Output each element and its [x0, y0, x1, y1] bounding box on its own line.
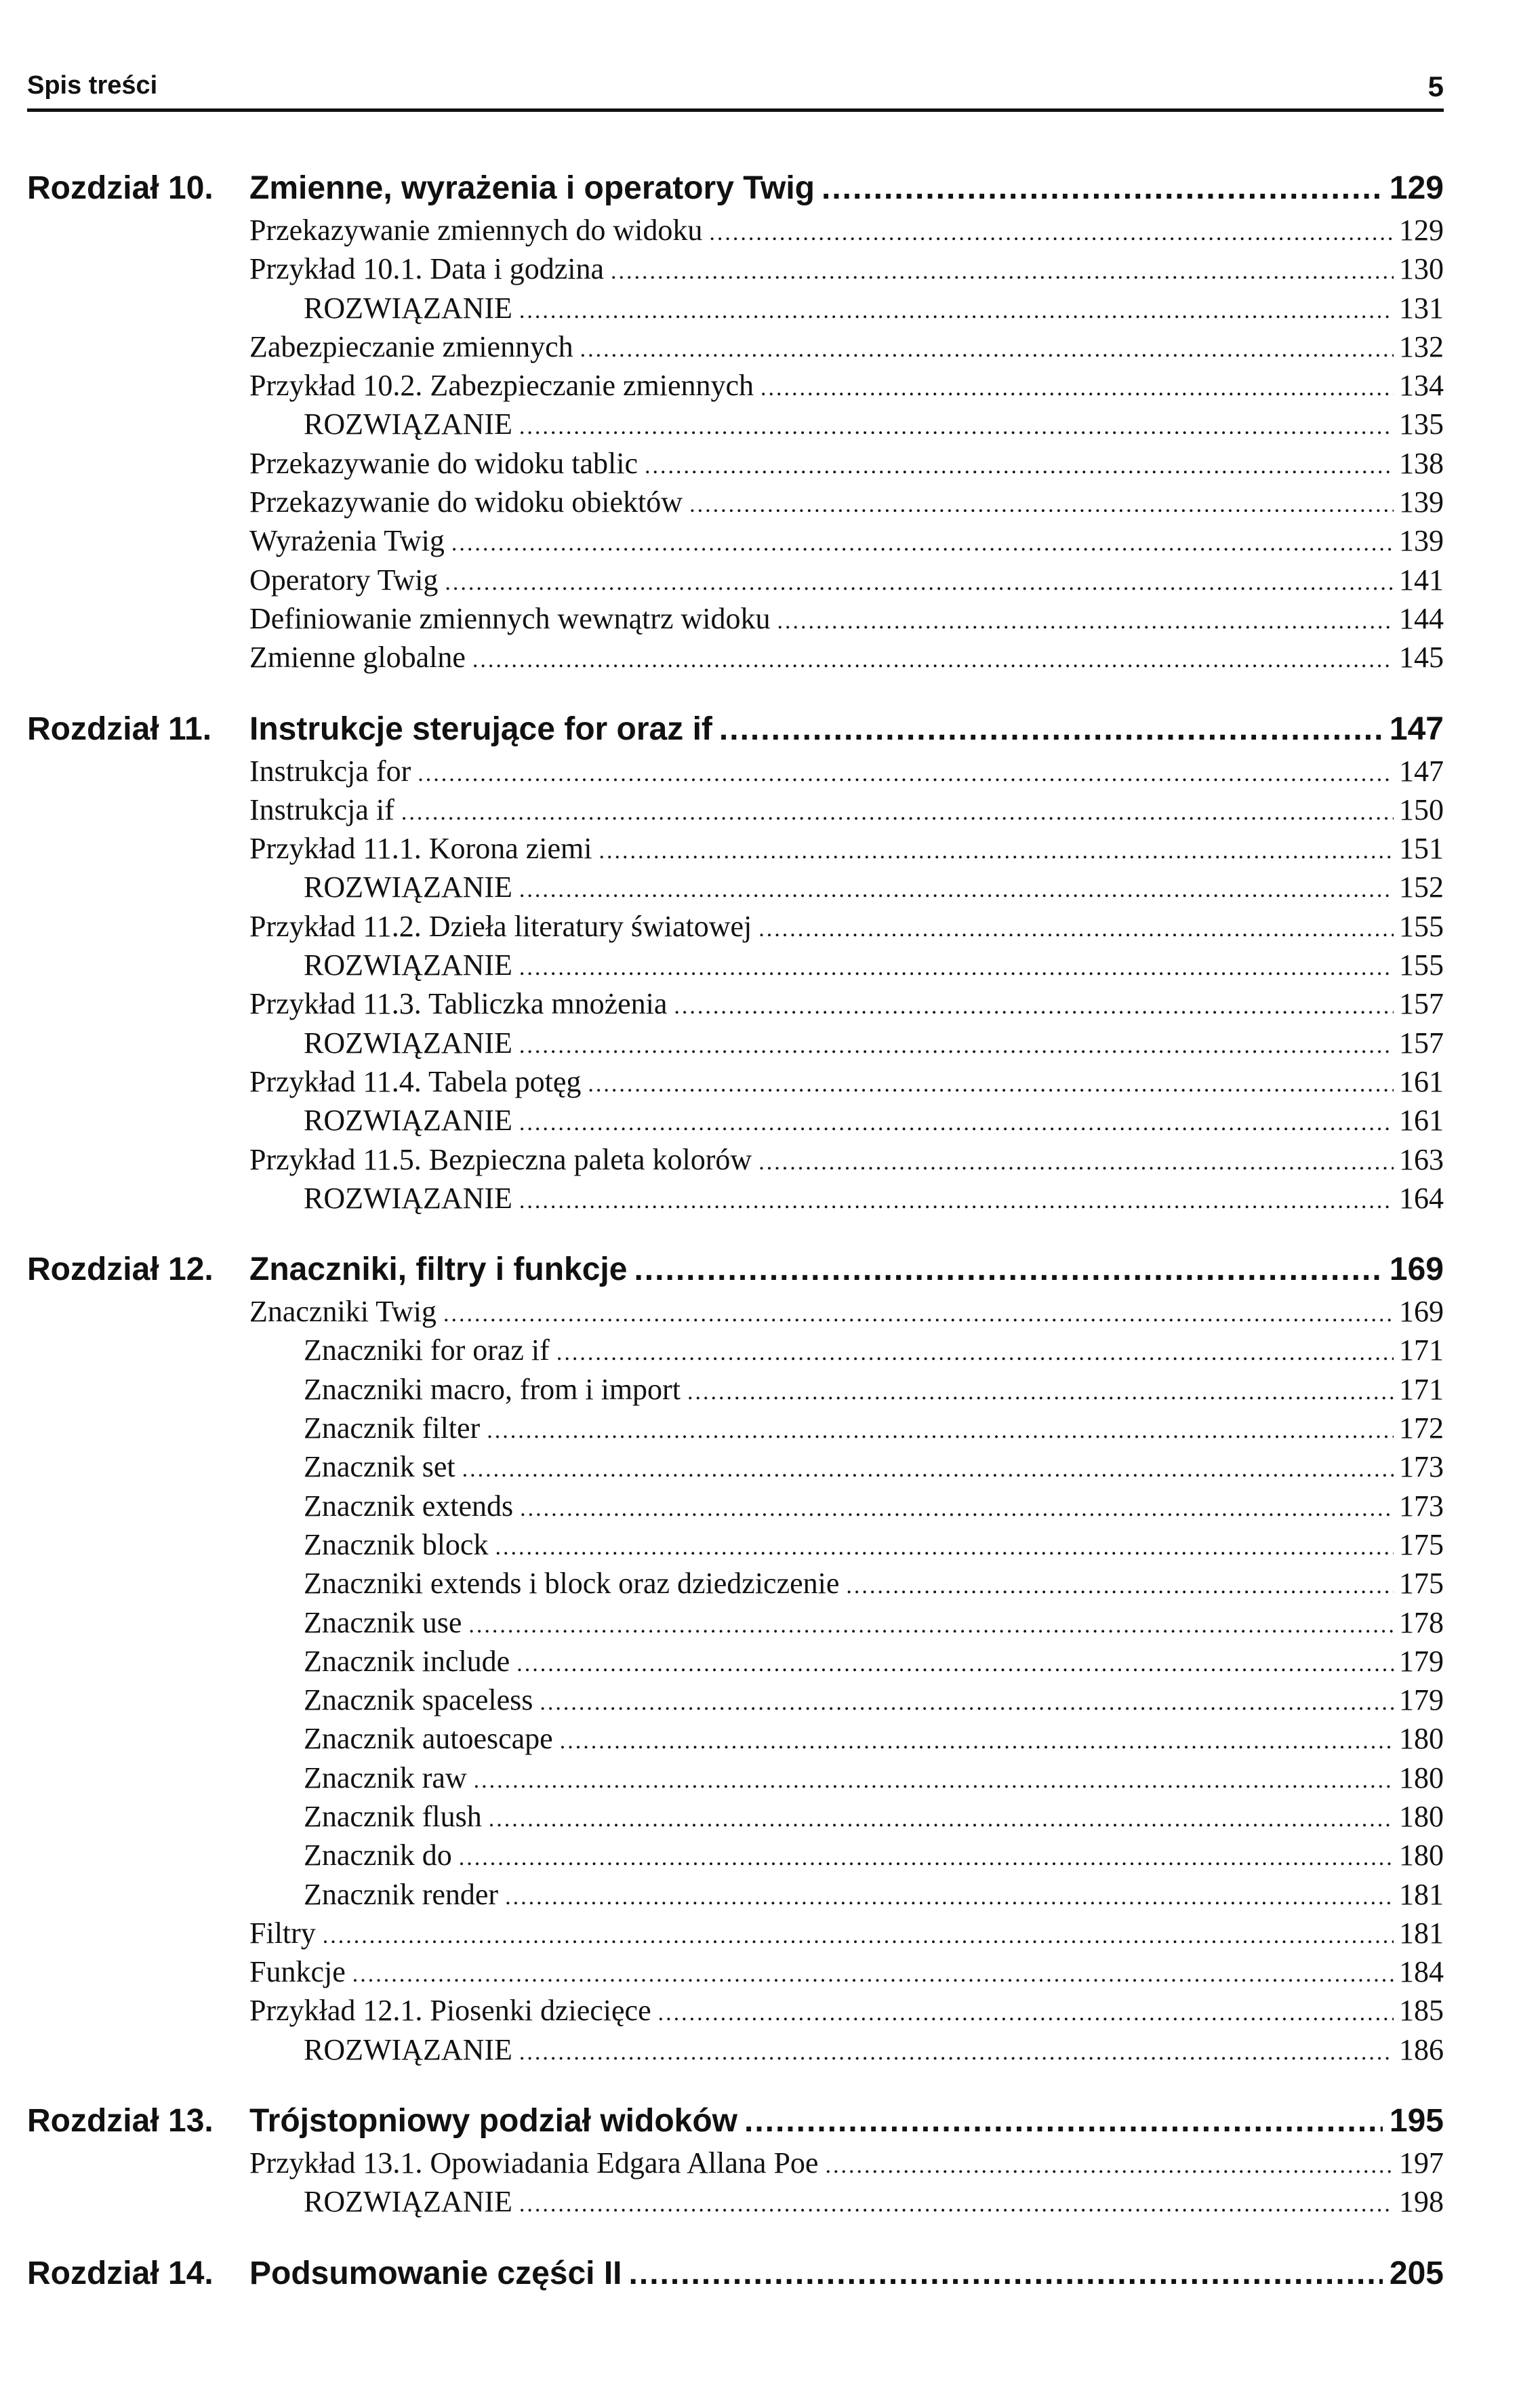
toc-entry[interactable] [27, 213, 1444, 252]
chapter-page-number: 205 [1389, 2255, 1444, 2291]
toc-entry[interactable] [27, 1064, 1444, 1103]
entry-title: Przekazywanie zmiennych do widoku [249, 214, 703, 247]
chapter-page-number: 195 [1389, 2103, 1444, 2140]
chapter-heading[interactable] [27, 710, 1444, 754]
entry-page-number: 139 [1399, 524, 1444, 558]
chapter-heading[interactable] [27, 169, 1444, 213]
toc-entry[interactable] [27, 407, 1444, 445]
dot-leader [472, 647, 1394, 673]
running-header [27, 65, 1444, 112]
entry-page-number: 151 [1399, 832, 1444, 866]
header-page-number: 5 [1427, 71, 1444, 102]
entry-title: Znacznik render [304, 1877, 499, 1911]
toc-entry[interactable] [27, 754, 1444, 792]
entry-page-number: 180 [1399, 1799, 1444, 1833]
chapter-block [27, 2255, 1444, 2298]
entry-title: Znacznik extends [304, 1489, 514, 1523]
toc-entry[interactable] [27, 485, 1444, 523]
entry-title: Znaczniki extends i block oraz dziedziczenie [304, 1567, 840, 1601]
dot-leader [468, 1613, 1394, 1639]
entry-title: Znacznik do [304, 1839, 452, 1872]
dot-leader [451, 531, 1394, 557]
entry-page-number: 161 [1399, 1064, 1444, 1098]
entry-page-number: 184 [1399, 1955, 1444, 1989]
entry-title: Przykład 12.1. Piosenki dziecięce [249, 1994, 651, 2028]
dot-leader [761, 376, 1394, 401]
dot-leader [777, 609, 1394, 635]
entry-title: Przykład 11.5. Bezpieczna paleta kolorów [249, 1142, 752, 1176]
toc-entry[interactable] [27, 368, 1444, 407]
entry-page-number: 185 [1399, 1994, 1444, 2028]
dot-leader [519, 414, 1394, 440]
entry-title: Znaczniki for oraz if [304, 1333, 550, 1367]
entry-title: ROZWIĄZANIE [304, 291, 512, 325]
toc-entry[interactable] [27, 2146, 1444, 2184]
dot-leader [520, 1496, 1394, 1522]
toc-entry[interactable] [27, 1877, 1444, 1916]
chapter-title: Zmienne, wyrażenia i operatory Twig [249, 170, 815, 206]
entry-page-number: 181 [1399, 1877, 1444, 1911]
chapter-title: Podsumowanie części II [249, 2255, 622, 2291]
dot-leader [719, 710, 1383, 748]
dot-leader [599, 839, 1394, 864]
entry-page-number: 130 [1399, 252, 1444, 286]
entry-page-number: 171 [1399, 1372, 1444, 1406]
dot-leader [658, 2001, 1394, 2026]
toc-entry[interactable] [27, 523, 1444, 562]
dot-leader [323, 1923, 1394, 1949]
entry-title: Przykład 11.1. Korona ziemi [249, 832, 592, 866]
entry-title: Przekazywanie do widoku tablic [249, 446, 639, 480]
dot-leader [445, 570, 1394, 596]
chapter-label: Rozdział 13. [27, 2103, 214, 2140]
dot-leader [846, 1573, 1394, 1599]
entry-page-number: 197 [1399, 2146, 1444, 2180]
header-title: Spis treści [27, 71, 158, 100]
entry-page-number: 171 [1399, 1333, 1444, 1367]
dot-leader [825, 2153, 1394, 2179]
toc-entry[interactable] [27, 1761, 1444, 1799]
chapter-block [27, 169, 1444, 679]
entry-title: ROZWIĄZANIE [304, 870, 512, 904]
entry-title: Operatory Twig [249, 563, 439, 597]
chapter-page-number: 147 [1389, 710, 1444, 747]
dot-leader [519, 2040, 1394, 2066]
entry-page-number: 129 [1399, 214, 1444, 247]
dot-leader [822, 169, 1383, 207]
dot-leader [519, 1188, 1394, 1214]
toc-entry[interactable] [27, 1372, 1444, 1411]
chapter-label: Rozdział 11. [27, 710, 212, 747]
toc-entry[interactable] [27, 1527, 1444, 1566]
dot-leader [352, 1962, 1394, 1988]
entry-page-number: 172 [1399, 1411, 1444, 1445]
entry-title: Przykład 11.2. Dzieła literatury światowej [249, 909, 752, 943]
entry-title: Zmienne globalne [249, 641, 466, 675]
toc-entry[interactable] [27, 909, 1444, 948]
toc-entry[interactable] [27, 1489, 1444, 1527]
entry-page-number: 145 [1399, 641, 1444, 675]
entry-page-number: 131 [1399, 291, 1444, 325]
toc-entry[interactable] [27, 986, 1444, 1025]
chapter-block [27, 2102, 1444, 2224]
dot-leader [474, 1768, 1394, 1794]
entry-title: ROZWIĄZANIE [304, 2185, 512, 2219]
chapter-title: Instrukcje sterujące for oraz if [249, 710, 712, 747]
table-of-contents [27, 169, 1444, 2329]
toc-entry[interactable] [27, 1799, 1444, 1838]
entry-title: Funkcje [249, 1955, 346, 1989]
entry-page-number: 132 [1399, 329, 1444, 363]
toc-entry[interactable] [27, 948, 1444, 986]
chapter-label: Rozdział 14. [27, 2255, 214, 2291]
dot-leader [758, 1150, 1394, 1176]
entry-page-number: 181 [1399, 1916, 1444, 1950]
chapter-page-number: 129 [1389, 170, 1444, 206]
entry-title: Znacznik spaceless [304, 1683, 533, 1717]
chapter-label: Rozdział 10. [27, 170, 214, 206]
chapter-heading[interactable] [27, 1251, 1444, 1294]
toc-entry[interactable] [27, 870, 1444, 908]
chapter-heading[interactable] [27, 2102, 1444, 2146]
entry-title: ROZWIĄZANIE [304, 1026, 512, 1060]
dot-leader [744, 2102, 1383, 2140]
chapter-block [27, 1251, 1444, 2071]
entry-title: Znacznik flush [304, 1799, 482, 1833]
dot-leader [418, 761, 1394, 787]
entry-page-number: 198 [1399, 2185, 1444, 2219]
toc-entry[interactable] [27, 1333, 1444, 1371]
entry-page-number: 144 [1399, 601, 1444, 635]
chapter-label: Rozdział 12. [27, 1251, 214, 1288]
chapter-block [27, 710, 1444, 1220]
entry-title: Przykład 10.1. Data i godzina [249, 252, 604, 286]
entry-page-number: 175 [1399, 1527, 1444, 1561]
entry-page-number: 139 [1399, 485, 1444, 519]
entry-title: Znaczniki macro, from i import [304, 1372, 681, 1406]
toc-entry[interactable] [27, 2184, 1444, 2223]
toc-entry[interactable] [27, 252, 1444, 290]
entry-title: Definiowanie zmiennych wewnątrz widoku [249, 601, 771, 635]
dot-leader [489, 1807, 1394, 1832]
toc-entry[interactable] [27, 1449, 1444, 1488]
toc-entry[interactable] [27, 1181, 1444, 1220]
entry-page-number: 141 [1399, 563, 1444, 597]
entry-title: Przykład 10.2. Zabezpieczanie zmiennych [249, 369, 754, 403]
entry-title: Znaczniki Twig [249, 1295, 437, 1329]
dot-leader [634, 1251, 1382, 1288]
entry-page-number: 152 [1399, 870, 1444, 904]
entry-page-number: 157 [1399, 987, 1444, 1021]
toc-entry[interactable] [27, 1644, 1444, 1683]
entry-title: ROZWIĄZANIE [304, 2032, 512, 2066]
entry-title: Filtry [249, 1916, 316, 1950]
dot-leader [560, 1729, 1394, 1754]
entry-page-number: 164 [1399, 1181, 1444, 1215]
entry-title: Wyrażenia Twig [249, 524, 445, 558]
toc-entry[interactable] [27, 1683, 1444, 1721]
entry-page-number: 173 [1399, 1489, 1444, 1523]
entry-page-number: 180 [1399, 1761, 1444, 1794]
dot-leader [687, 1380, 1394, 1405]
dot-leader [487, 1418, 1394, 1444]
toc-entry[interactable] [27, 1721, 1444, 1760]
dot-leader [459, 1845, 1394, 1871]
toc-entry[interactable] [27, 1142, 1444, 1181]
entry-page-number: 179 [1399, 1683, 1444, 1717]
entry-page-number: 180 [1399, 1839, 1444, 1872]
entry-page-number: 138 [1399, 446, 1444, 480]
dot-leader [519, 298, 1394, 324]
dot-leader [556, 1340, 1394, 1366]
entry-title: Znacznik include [304, 1644, 510, 1678]
entry-page-number: 134 [1399, 369, 1444, 403]
toc-entry[interactable] [27, 1605, 1444, 1644]
entry-page-number: 175 [1399, 1567, 1444, 1601]
dot-leader [540, 1690, 1394, 1716]
toc-entry[interactable] [27, 291, 1444, 329]
dot-leader [443, 1302, 1394, 1327]
entry-title: Instrukcja for [249, 754, 411, 788]
entry-page-number: 157 [1399, 1026, 1444, 1060]
entry-title: Instrukcja if [249, 792, 394, 826]
toc-entry[interactable] [27, 1411, 1444, 1449]
dot-leader [580, 337, 1394, 363]
entry-page-number: 186 [1399, 2032, 1444, 2066]
toc-entry[interactable] [27, 1026, 1444, 1064]
entry-title: ROZWIĄZANIE [304, 1181, 512, 1215]
entry-page-number: 180 [1399, 1722, 1444, 1756]
dot-leader [709, 220, 1394, 246]
entry-title: Znacznik autoescape [304, 1722, 553, 1756]
entry-page-number: 163 [1399, 1142, 1444, 1176]
toc-entry[interactable] [27, 640, 1444, 679]
entry-title: Przykład 11.3. Tabliczka mnożenia [249, 987, 668, 1021]
dot-leader [645, 454, 1394, 479]
entry-page-number: 155 [1399, 909, 1444, 943]
toc-entry[interactable] [27, 1566, 1444, 1605]
toc-entry[interactable] [27, 329, 1444, 368]
entry-title: ROZWIĄZANIE [304, 948, 512, 982]
chapter-title: Znaczniki, filtry i funkcje [249, 1251, 628, 1288]
entry-title: Przekazywanie do widoku obiektów [249, 485, 683, 519]
entry-title: Znacznik filter [304, 1411, 481, 1445]
entry-page-number: 169 [1399, 1295, 1444, 1329]
toc-entry[interactable] [27, 563, 1444, 601]
toc-entry[interactable] [27, 2032, 1444, 2071]
dot-leader [674, 994, 1394, 1020]
entry-title: Przykład 11.4. Tabela potęg [249, 1064, 582, 1098]
entry-title: Znacznik raw [304, 1761, 467, 1794]
entry-title: Znacznik set [304, 1450, 455, 1484]
dot-leader [401, 800, 1394, 826]
entry-page-number: 147 [1399, 754, 1444, 788]
entry-title: Znacznik block [304, 1527, 489, 1561]
entry-page-number: 135 [1399, 407, 1444, 441]
entry-title: ROZWIĄZANIE [304, 407, 512, 441]
entry-title: Zabezpieczanie zmiennych [249, 329, 573, 363]
dot-leader [629, 2255, 1383, 2292]
entry-page-number: 179 [1399, 1644, 1444, 1678]
entry-page-number: 161 [1399, 1104, 1444, 1138]
toc-entry[interactable] [27, 792, 1444, 831]
chapter-heading[interactable] [27, 2255, 1444, 2298]
toc-entry[interactable] [27, 446, 1444, 485]
dot-leader [758, 917, 1394, 942]
dot-leader [611, 259, 1394, 285]
dot-leader [519, 2192, 1394, 2217]
dot-leader [495, 1535, 1394, 1561]
entry-page-number: 150 [1399, 792, 1444, 826]
toc-entry[interactable] [27, 1993, 1444, 2032]
toc-entry[interactable] [27, 1103, 1444, 1142]
toc-entry[interactable] [27, 1954, 1444, 1993]
dot-leader [462, 1457, 1394, 1483]
toc-entry[interactable] [27, 1916, 1444, 1954]
entry-page-number: 173 [1399, 1450, 1444, 1484]
dot-leader [588, 1072, 1394, 1098]
dot-leader [519, 955, 1394, 981]
chapter-title: Trójstopniowy podział widoków [249, 2103, 737, 2140]
toc-entry[interactable] [27, 601, 1444, 640]
dot-leader [519, 1033, 1394, 1059]
toc-entry[interactable] [27, 1838, 1444, 1876]
entry-title: Przykład 13.1. Opowiadania Edgara Allana Poe [249, 2146, 819, 2180]
dot-leader [519, 1110, 1394, 1136]
entry-title: Znacznik use [304, 1605, 462, 1639]
dot-leader [689, 492, 1394, 518]
dot-leader [519, 877, 1394, 903]
toc-entry[interactable] [27, 831, 1444, 870]
entry-page-number: 155 [1399, 948, 1444, 982]
dot-leader [505, 1885, 1394, 1910]
dot-leader [516, 1651, 1394, 1677]
toc-entry[interactable] [27, 1294, 1444, 1333]
entry-page-number: 178 [1399, 1605, 1444, 1639]
chapter-page-number: 169 [1389, 1251, 1444, 1288]
entry-title: ROZWIĄZANIE [304, 1104, 512, 1138]
